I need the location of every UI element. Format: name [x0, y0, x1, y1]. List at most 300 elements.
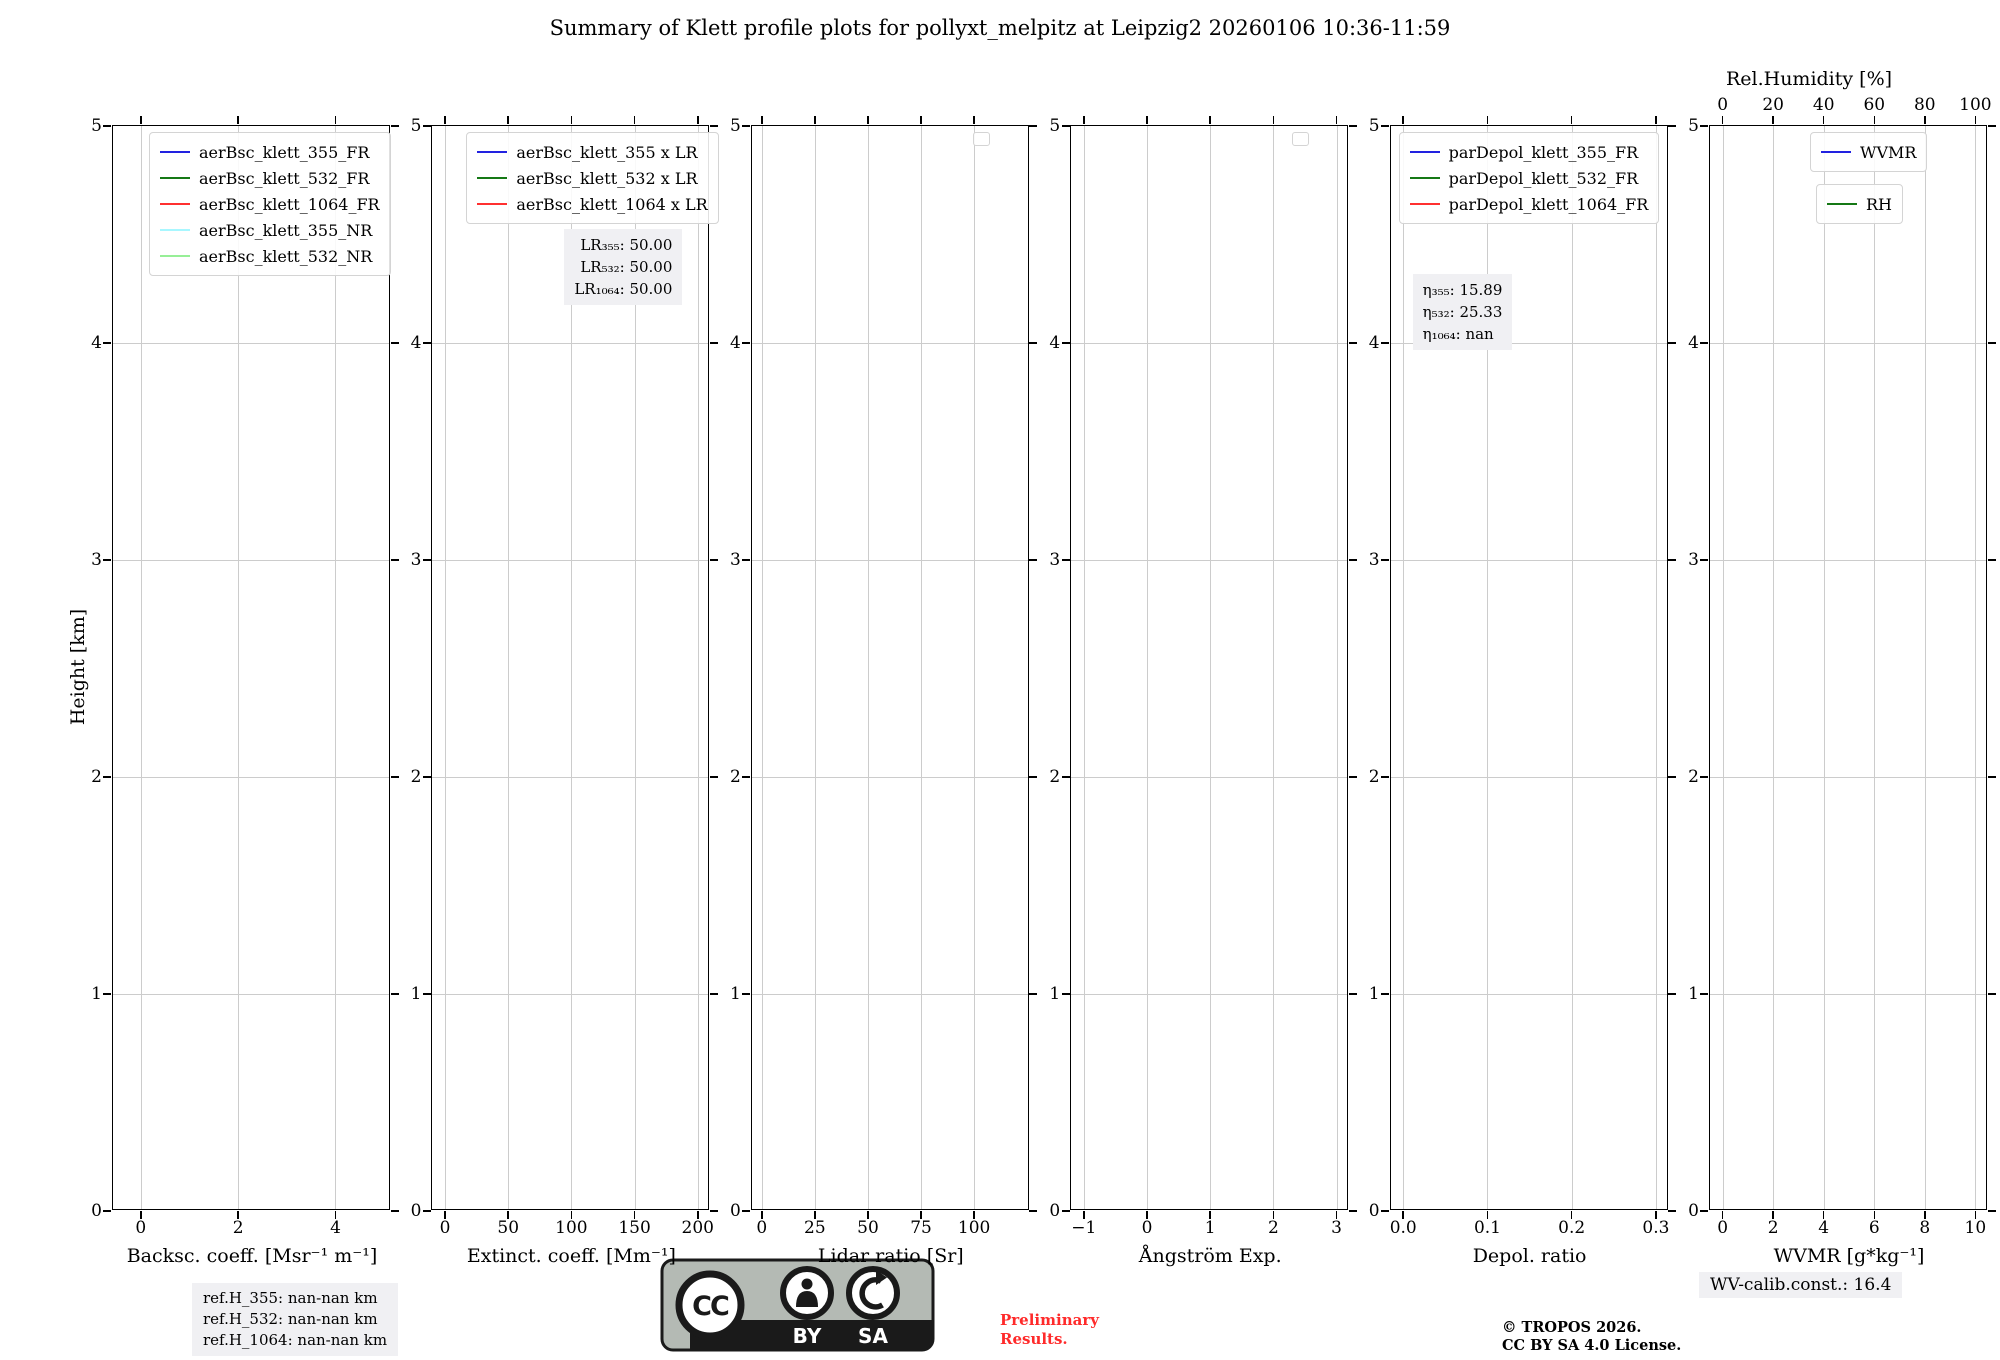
x-tick-mark	[1823, 116, 1825, 124]
x-gridline	[1403, 126, 1404, 1209]
x-gridline	[1773, 126, 1774, 1209]
x-tick-label: 200	[681, 1218, 714, 1238]
y-gridline	[1071, 994, 1347, 995]
annotation-box	[564, 229, 682, 305]
legend-line-swatch	[1410, 203, 1440, 205]
y-tick-mark	[423, 1210, 431, 1212]
y-tick-mark	[391, 559, 399, 561]
top-axis-label: Rel.Humidity [%]	[1725, 68, 1893, 90]
panel-wvmr	[1688, 68, 1992, 1267]
copyright-line: © TROPOS 2026.	[1502, 1319, 1642, 1336]
y-gridline	[1071, 777, 1347, 778]
y-tick-mark	[1029, 993, 1037, 995]
x-tick-mark	[1487, 116, 1489, 124]
top-tick-label: 60	[1863, 95, 1886, 115]
x-tick-label: 0	[756, 1218, 768, 1238]
y-tick-mark	[710, 342, 718, 344]
x-tick-label: 25	[804, 1218, 826, 1238]
x-gridline	[1874, 126, 1875, 1209]
x-tick-label: 100	[957, 1218, 991, 1238]
legend-entry	[1410, 165, 1649, 191]
y-gridline	[1710, 560, 1986, 561]
y-tick-label: 2	[91, 767, 102, 787]
y-tick-mark	[742, 342, 750, 344]
preliminary-note	[1000, 1311, 1099, 1349]
legend-label: WVMR	[1860, 142, 1917, 162]
x-gridline	[868, 126, 869, 1209]
x-tick-mark	[1772, 116, 1774, 124]
panel-backscatter	[91, 116, 390, 1267]
share-alike-arrow-icon	[849, 1269, 897, 1317]
x-gridline	[508, 126, 509, 1209]
y-tick-mark	[1381, 993, 1389, 995]
y-gridline	[1391, 994, 1667, 995]
y-tick-label: 5	[91, 116, 102, 136]
y-tick-label: 0	[1368, 1201, 1380, 1221]
y-tick-label: 2	[729, 767, 741, 787]
y-tick-label: 1	[410, 984, 422, 1004]
x-gridline	[1337, 126, 1338, 1209]
y-tick-mark	[1988, 125, 1996, 127]
legend-label: aerBsc_klett_532_FR	[199, 168, 370, 188]
y-tick-label: 4	[729, 333, 741, 353]
x-gridline	[1975, 126, 1976, 1209]
y-tick-label: 5	[729, 116, 741, 136]
legend-line-swatch	[160, 177, 190, 179]
panel-extinction	[410, 116, 714, 1267]
x-tick-label: 50	[857, 1218, 879, 1238]
top-tick-label: 0	[1717, 95, 1729, 115]
y-tick-mark	[1988, 1210, 1996, 1212]
legend-line-swatch	[477, 203, 507, 205]
legend-entry	[477, 191, 707, 217]
y-gridline	[432, 343, 708, 344]
legend-label: aerBsc_klett_1064_FR	[199, 194, 380, 214]
annotation-line: η₃₅₅: 15.89	[1422, 281, 1503, 299]
x-tick-mark	[1722, 116, 1724, 124]
legend-entry	[477, 139, 707, 165]
y-tick-mark	[423, 125, 431, 127]
legend-label: aerBsc_klett_532 x LR	[516, 168, 698, 188]
legend-entry	[1410, 139, 1649, 165]
sa-text: SA	[858, 1324, 888, 1348]
x-gridline	[1925, 126, 1926, 1209]
y-tick-label: 3	[1688, 550, 1699, 570]
y-tick-label: 1	[1368, 984, 1380, 1004]
legend	[1816, 184, 1903, 224]
y-gridline	[752, 560, 1028, 561]
y-tick-mark	[391, 125, 399, 127]
legend-line-swatch	[477, 177, 507, 179]
legend-entry	[160, 243, 380, 269]
y-gridline	[113, 343, 389, 344]
y-tick-mark	[1381, 125, 1389, 127]
y-tick-mark	[742, 1210, 750, 1212]
cc-text: CC	[692, 1291, 728, 1322]
y-tick-mark	[742, 776, 750, 778]
x-tick-label: 8	[1919, 1218, 1931, 1238]
y-tick-mark	[1349, 559, 1357, 561]
y-tick-label: 5	[410, 116, 422, 136]
x-axis-label: Lidar ratio [Sr]	[817, 1245, 964, 1267]
y-tick-mark	[423, 993, 431, 995]
y-tick-mark	[1381, 1210, 1389, 1212]
legend-entry	[160, 139, 380, 165]
x-gridline	[1723, 126, 1724, 1209]
y-tick-mark	[1700, 125, 1708, 127]
x-gridline	[1572, 126, 1573, 1209]
y-tick-label: 1	[1049, 984, 1061, 1004]
annotation-box	[1413, 274, 1513, 350]
y-tick-mark	[1349, 1210, 1357, 1212]
y-tick-label: 4	[1049, 333, 1061, 353]
x-axis-label: Depol. ratio	[1472, 1245, 1587, 1267]
y-gridline	[752, 343, 1028, 344]
y-tick-label: 0	[91, 1201, 102, 1221]
x-tick-mark	[1146, 116, 1148, 124]
annotation-line: ref.H_355: nan-nan km	[203, 1289, 378, 1307]
y-gridline	[752, 994, 1028, 995]
y-tick-label: 3	[1368, 550, 1380, 570]
y-tick-mark	[391, 993, 399, 995]
y-tick-mark	[103, 342, 111, 344]
legend-line-swatch	[160, 255, 190, 257]
y-tick-mark	[1349, 342, 1357, 344]
x-tick-label: 0.0	[1389, 1218, 1417, 1238]
y-tick-mark	[1988, 342, 1996, 344]
panel-depol_ratio	[1368, 116, 1670, 1267]
x-gridline	[335, 126, 336, 1209]
y-tick-mark	[103, 776, 111, 778]
y-axis-label: Height [km]	[67, 608, 89, 726]
x-gridline	[1824, 126, 1825, 1209]
legend-label: aerBsc_klett_355_FR	[199, 142, 370, 162]
legend-line-swatch	[1821, 151, 1851, 153]
y-gridline	[1391, 777, 1667, 778]
x-tick-label: 0	[135, 1218, 147, 1238]
legend-entry	[477, 165, 707, 191]
x-tick-mark	[140, 116, 142, 124]
x-tick-label: 6	[1868, 1218, 1880, 1238]
x-tick-label: 50	[497, 1218, 520, 1238]
x-gridline	[698, 126, 699, 1209]
y-tick-label: 1	[1688, 984, 1699, 1004]
x-tick-label: 2	[232, 1218, 244, 1238]
annotation-line: ref.H_1064: nan-nan km	[203, 1331, 388, 1349]
x-tick-mark	[1273, 116, 1275, 124]
y-tick-mark	[710, 1210, 718, 1212]
x-axis-label: Backsc. coeff. [Msr⁻¹ m⁻¹]	[126, 1245, 378, 1267]
y-tick-mark	[742, 993, 750, 995]
y-tick-label: 2	[410, 767, 422, 787]
legend-label: aerBsc_klett_355_NR	[199, 220, 373, 240]
y-gridline	[113, 560, 389, 561]
y-tick-mark	[1062, 993, 1070, 995]
legend-entry	[160, 217, 380, 243]
y-tick-mark	[1062, 1210, 1070, 1212]
legend-line-swatch	[160, 203, 190, 205]
y-tick-label: 3	[410, 550, 422, 570]
y-tick-mark	[1668, 776, 1676, 778]
x-tick-label: 0.2	[1558, 1218, 1586, 1238]
y-tick-mark	[1029, 125, 1037, 127]
y-tick-label: 5	[1368, 116, 1380, 136]
y-tick-label: 2	[1049, 767, 1061, 787]
y-tick-label: 2	[1368, 767, 1380, 787]
y-tick-mark	[1700, 776, 1708, 778]
x-gridline	[445, 126, 446, 1209]
y-tick-label: 4	[1368, 333, 1380, 353]
y-tick-mark	[1988, 559, 1996, 561]
x-gridline	[1084, 126, 1085, 1209]
y-gridline	[752, 777, 1028, 778]
legend-line-swatch	[1410, 177, 1440, 179]
legend-entry	[1410, 191, 1649, 217]
y-tick-mark	[1381, 342, 1389, 344]
y-tick-label: 4	[91, 333, 102, 353]
y-gridline	[1710, 343, 1986, 344]
by-text: BY	[792, 1324, 822, 1348]
y-tick-mark	[1062, 559, 1070, 561]
y-tick-label: 4	[1688, 333, 1699, 353]
legend-entry	[1821, 139, 1916, 165]
x-tick-label: 150	[618, 1218, 651, 1238]
legend-line-swatch	[1410, 151, 1440, 153]
x-tick-label: 0	[1141, 1218, 1153, 1238]
x-gridline	[762, 126, 763, 1209]
x-tick-mark	[1209, 116, 1211, 124]
y-tick-mark	[1988, 993, 1996, 995]
top-tick-label: 80	[1913, 95, 1936, 115]
x-tick-label: 75	[910, 1218, 932, 1238]
x-tick-mark	[761, 116, 763, 124]
x-tick-mark	[1874, 116, 1876, 124]
x-tick-label: 0	[1717, 1218, 1729, 1238]
y-tick-mark	[1381, 559, 1389, 561]
x-tick-mark	[237, 116, 239, 124]
legend-line-swatch	[477, 151, 507, 153]
x-gridline	[141, 126, 142, 1209]
y-tick-mark	[1029, 776, 1037, 778]
y-tick-mark	[1062, 342, 1070, 344]
annotation-line: ref.H_532: nan-nan km	[203, 1310, 378, 1328]
legend-label: parDepol_klett_355_FR	[1448, 142, 1639, 162]
y-gridline	[1071, 343, 1347, 344]
x-tick-label: 0	[439, 1218, 451, 1238]
y-tick-mark	[1668, 559, 1676, 561]
y-tick-mark	[1062, 125, 1070, 127]
x-gridline	[1147, 126, 1148, 1209]
y-tick-mark	[1700, 993, 1708, 995]
y-tick-label: 1	[91, 984, 102, 1004]
x-tick-label: 100	[555, 1218, 588, 1238]
x-gridline	[238, 126, 239, 1209]
annotation-line: LR₁₀₆₄: 50.00	[574, 280, 673, 298]
x-gridline	[815, 126, 816, 1209]
y-tick-mark	[391, 776, 399, 778]
legend-line-swatch	[160, 229, 190, 231]
copyright-line: CC BY SA 4.0 License.	[1502, 1337, 1682, 1354]
y-tick-mark	[423, 559, 431, 561]
y-tick-label: 0	[1049, 1201, 1061, 1221]
x-tick-mark	[814, 116, 816, 124]
wv-calibration-annotation: WV-calib.const.: 16.4	[1699, 1272, 1902, 1298]
x-gridline	[1656, 126, 1657, 1209]
x-tick-label: 0.3	[1642, 1218, 1670, 1238]
copyright-note	[1502, 1319, 1681, 1355]
y-tick-mark	[1700, 559, 1708, 561]
y-tick-mark	[1381, 776, 1389, 778]
y-tick-mark	[710, 125, 718, 127]
x-tick-label: 0.1	[1473, 1218, 1501, 1238]
legend-label: parDepol_klett_532_FR	[1448, 168, 1639, 188]
x-tick-mark	[444, 116, 446, 124]
x-tick-label: 2	[1767, 1218, 1779, 1238]
y-tick-mark	[1029, 1210, 1037, 1212]
y-gridline	[1071, 560, 1347, 561]
y-tick-mark	[103, 125, 111, 127]
annotation-line: η₁₀₆₄: nan	[1422, 325, 1494, 343]
preliminary-line: Preliminary	[1000, 1311, 1099, 1329]
y-tick-mark	[103, 1210, 111, 1212]
y-gridline	[1391, 560, 1667, 561]
y-tick-label: 5	[1049, 116, 1061, 136]
legend-entry	[1827, 191, 1892, 217]
x-tick-label: 4	[330, 1218, 341, 1238]
x-gridline	[1210, 126, 1211, 1209]
legend	[149, 132, 391, 276]
legend-label: parDepol_klett_1064_FR	[1448, 194, 1649, 214]
legend-label: RH	[1866, 194, 1892, 214]
x-tick-label: 2	[1267, 1218, 1279, 1238]
legend-line-swatch	[160, 151, 190, 153]
y-tick-label: 0	[1688, 1201, 1699, 1221]
x-axis-label: Ångström Exp.	[1138, 1245, 1282, 1267]
x-tick-mark	[697, 116, 699, 124]
x-gridline	[974, 126, 975, 1209]
x-gridline	[921, 126, 922, 1209]
empty-legend	[1292, 132, 1309, 146]
annotation-line: η₅₃₂: 25.33	[1422, 303, 1503, 321]
top-tick-label: 20	[1762, 95, 1784, 115]
y-tick-mark	[103, 559, 111, 561]
top-tick-label: 100	[1959, 95, 1992, 115]
x-tick-mark	[634, 116, 636, 124]
legend-entry	[160, 191, 380, 217]
panel-angstroem	[1049, 116, 1348, 1267]
y-tick-mark	[1029, 559, 1037, 561]
x-tick-mark	[1655, 116, 1657, 124]
y-tick-mark	[710, 559, 718, 561]
y-tick-mark	[1668, 342, 1676, 344]
y-tick-mark	[423, 776, 431, 778]
x-tick-mark	[1924, 116, 1926, 124]
x-tick-mark	[867, 116, 869, 124]
y-tick-mark	[391, 1210, 399, 1212]
y-tick-mark	[1349, 125, 1357, 127]
x-tick-mark	[1336, 116, 1338, 124]
y-tick-mark	[1349, 993, 1357, 995]
annotation-line: LR₃₅₅: 50.00	[580, 236, 673, 254]
y-gridline	[432, 560, 708, 561]
y-tick-label: 3	[729, 550, 741, 570]
reference-height-annotation	[192, 1283, 398, 1356]
y-gridline	[1710, 777, 1986, 778]
x-tick-mark	[920, 116, 922, 124]
cc-by-sa-logo	[660, 1258, 935, 1352]
x-tick-mark	[973, 116, 975, 124]
y-tick-mark	[1029, 342, 1037, 344]
x-axis-label: WVMR [g*kg⁻¹]	[1773, 1245, 1925, 1267]
y-tick-label: 3	[91, 550, 102, 570]
y-tick-mark	[742, 125, 750, 127]
y-tick-mark	[710, 993, 718, 995]
annotation-line: LR₅₃₂: 50.00	[580, 258, 673, 276]
x-tick-mark	[1083, 116, 1085, 124]
x-gridline	[1273, 126, 1274, 1209]
legend-label: aerBsc_klett_1064 x LR	[516, 194, 708, 214]
y-tick-mark	[710, 776, 718, 778]
y-tick-label: 4	[410, 333, 422, 353]
x-tick-mark	[571, 116, 573, 124]
y-gridline	[113, 994, 389, 995]
y-gridline	[432, 777, 708, 778]
x-tick-label: 4	[1818, 1218, 1830, 1238]
y-tick-mark	[1668, 1210, 1676, 1212]
legend	[1810, 132, 1927, 172]
legend-label: aerBsc_klett_355 x LR	[516, 142, 698, 162]
y-tick-mark	[1988, 776, 1996, 778]
preliminary-line: Results.	[1000, 1330, 1068, 1348]
legend-entry	[160, 165, 380, 191]
y-tick-mark	[391, 342, 399, 344]
y-tick-mark	[1349, 776, 1357, 778]
y-gridline	[1710, 994, 1986, 995]
y-tick-label: 5	[1688, 116, 1699, 136]
x-tick-mark	[1402, 116, 1404, 124]
x-tick-mark	[1571, 116, 1573, 124]
top-tick-label: 40	[1812, 95, 1835, 115]
y-tick-label: 3	[1049, 550, 1061, 570]
y-tick-label: 2	[1688, 767, 1699, 787]
y-tick-mark	[1668, 125, 1676, 127]
empty-legend	[973, 132, 990, 146]
x-tick-label: 1	[1204, 1218, 1216, 1238]
y-tick-mark	[103, 993, 111, 995]
legend	[1399, 132, 1660, 224]
y-tick-mark	[1700, 1210, 1708, 1212]
panel-lidar_ratio	[729, 116, 1029, 1267]
x-tick-label: 10	[1964, 1218, 1987, 1238]
legend	[466, 132, 718, 224]
y-tick-label: 0	[729, 1201, 741, 1221]
y-tick-label: 1	[729, 984, 741, 1004]
legend-label: aerBsc_klett_532_NR	[199, 246, 373, 266]
y-tick-label: 0	[410, 1201, 422, 1221]
figure-title: Summary of Klett profile plots for pollyxt_melpitz at Leipzig2 20260106 10:36-11:59	[549, 16, 1451, 40]
x-tick-label: 3	[1331, 1218, 1342, 1238]
y-tick-mark	[1062, 776, 1070, 778]
x-tick-label: −1	[1071, 1218, 1097, 1238]
x-axis-label: Extinct. coeff. [Mm⁻¹]	[466, 1245, 676, 1267]
y-tick-mark	[742, 559, 750, 561]
legend-line-swatch	[1827, 203, 1857, 205]
x-tick-mark	[1975, 116, 1977, 124]
y-gridline	[432, 994, 708, 995]
y-tick-mark	[1700, 342, 1708, 344]
y-tick-mark	[423, 342, 431, 344]
y-gridline	[113, 777, 389, 778]
